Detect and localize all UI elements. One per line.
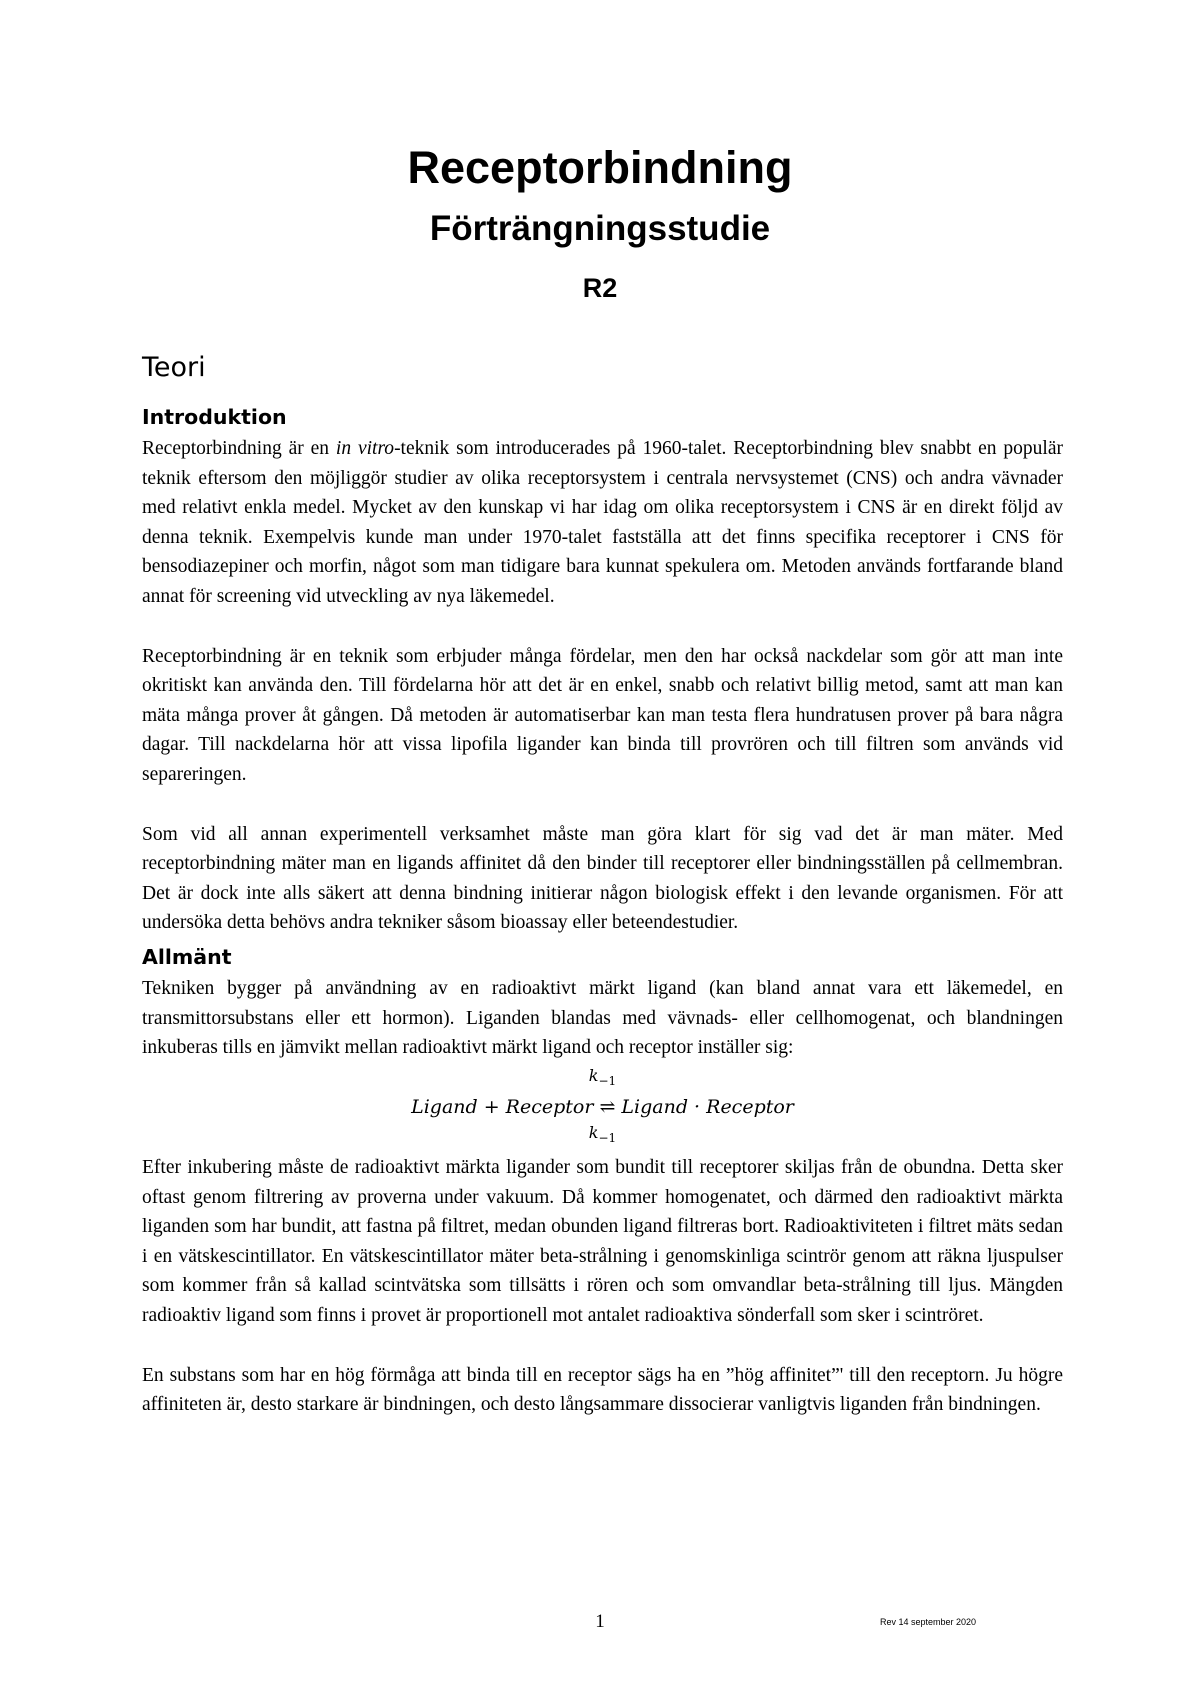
general-paragraph-3: En substans som har en hög förmåga att binda till en receptor sägs ha en ”hög affinitet”' till den receptorn. Ju högre affiniteten är, desto starkare är bindningen, och desto långsammare dissocierar vanligtvis liganden från bindningen.	[142, 1364, 1063, 1416]
intro-p1-italic: in vitro	[335, 438, 395, 459]
subsection-heading-general: Allmänt	[142, 944, 232, 969]
intro-paragraph-1	[142, 434, 1063, 612]
document-subtitle: Förträngningsstudie	[429, 209, 771, 248]
document-code: R2	[582, 273, 618, 303]
document-title: Receptorbindning	[407, 142, 793, 193]
intro-p1-rest: -teknik som introducerades på 1960-talet. Receptorbindning blev snabbt en populär teknik eftersom den möjliggör studier av olika receptorsystem i centrala nervsystemet (CNS) och andra vävnader med relativt enkla medel. Mycket av den kunskap vi har idag om olika receptorsystem i CNS är en direkt följd av denna teknik. Exempelvis kunde man under 1970-talet fastställa att det finns specifika receptorer i CNS för bensodiazepiner och morfin, något som man tidigare bara kunnat spekulera om. Metoden används fortfarande bland annat för screening vid utveckling av nya läkemedel.	[142, 438, 1063, 607]
document-body	[142, 348, 1063, 1420]
subsection-heading-intro: Introduktion	[142, 405, 287, 429]
general-paragraph-2: Efter inkubering måste de radioaktivt märkta ligander som bundit till receptorer skiljas från de obundna. Detta sker oftast genom filtrering av proverna under vakuum. Då kommer homogenatet, och därmed den radioaktivt märkta liganden som har bundit, att fastna på filtret, medan obunden ligand filtreras bort. Radioaktiviteten i filtret mäts sedan i en vätskescintillator. En vätskescintillator mäter beta-strålning i genomskinliga scintrör genom att räkna ljuspulser som kommer från så kallad scintvätska som tillsätts i rören och som omvandlar beta-strålning till ljus. Mängden radioaktiv ligand som finns i provet är proportionell mot antalet radioaktiva sönderfall som sker i scintröret.	[142, 1157, 1063, 1327]
page-number: 1	[595, 1611, 605, 1632]
equilibrium-equation	[142, 1063, 1063, 1151]
intro-p1-lead: Receptorbindning är en	[142, 438, 336, 459]
general-paragraph-1: Tekniken bygger på användning av en radioaktivt märkt ligand (kan bland annat vara ett läkemedel, en transmittorsubstans eller ett hormon). Liganden blandas med vävnads- eller cellhomogenat, och blandningen inkuberas tills en jämvikt mellan radioaktivt märkt ligand och receptor inställer sig:	[142, 977, 1063, 1059]
intro-paragraph-3: Som vid all annan experimentell verksamhet måste man göra klart för sig vad det är man mäter. Med receptorbindning mäter man en ligands affinitet då den binder till receptorer eller bindningsställen på cellmembran. Det är dock inte alls säkert att denna bindning initierar någon biologisk effekt i den levande organismen. För att undersöka detta behövs andra tekniker såsom bioassay eller beteendestudier.	[142, 823, 1063, 934]
intro-paragraph-2: Receptorbindning är en teknik som erbjuder många fördelar, men den har också nackdelar som gör att man inte okritiskt kan använda den. Till fördelarna hör att det är en enkel, snabb och relativt billig metod, samt att man kan mäta många prover åt gången. Då metoden är automatiserbar kan man testa flera hundratusen prover på bara några dagar. Till nackdelarna hör att vissa lipofila ligander kan binda till provrören och till filtren som används vid separeringen.	[142, 645, 1063, 785]
title-block	[0, 140, 1200, 306]
revision-note: Rev 14 september 2020	[880, 1617, 977, 1627]
equation-main: Ligand + Receptor ⇌ Ligand · Receptor	[411, 1095, 794, 1118]
rate-constant-bottom: $k_{-1}$	[588, 1122, 617, 1146]
section-heading-theory: Teori	[142, 352, 206, 383]
rate-constant-top: $k_{-1}$	[588, 1065, 617, 1088]
